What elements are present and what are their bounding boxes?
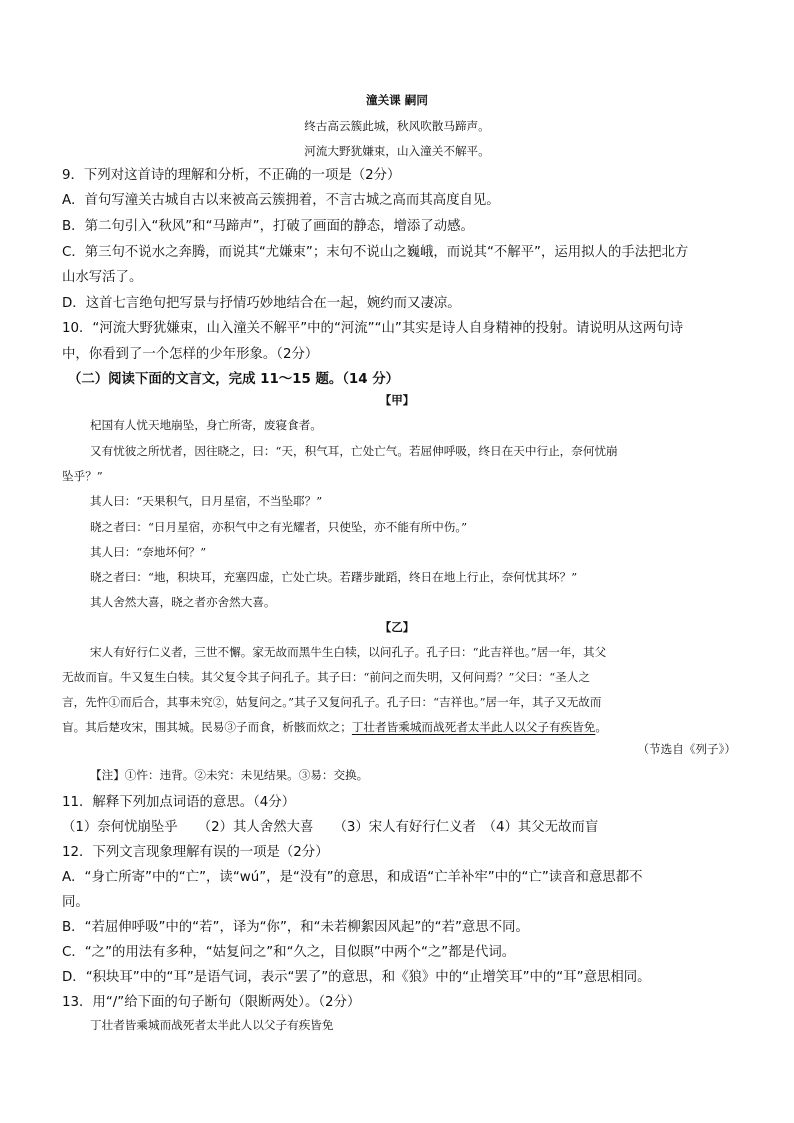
passage-yi-line: 宋人有好行仁义者，三世不懈。家无故而黑牛生白犊，以问孔子。孔子曰：“此吉祥也。”居一年，其父: [90, 645, 607, 659]
passage-yi-text: 盲。其后楚攻宋，围其城。民易③子而食，析骸而炊之；: [62, 720, 352, 734]
passage-jia-paragraph: 杞国有人忧天地崩坠，身亡所寄，废寝食者。: [90, 418, 322, 432]
passage-notes: 【注】①忤：违背。②未究：未见结果。③易：交换。: [90, 768, 369, 782]
section-2-heading: （二）阅读下面的文言文，完成 11～15 题。（14 分）: [68, 372, 399, 387]
passage-jia-paragraph: 其人曰：“奈地坏何？”: [90, 545, 207, 559]
passage-jia-paragraph-cont: 坠乎？”: [62, 469, 103, 483]
question-12-option-d: D．“积块耳”中的“耳”是语气词，表示“罢了”的意思，和《狼》中的“止增笑耳”中的“耳”意思相同。: [62, 970, 651, 985]
passage-jia-paragraph: 晓之者曰：“地，积块耳，充塞四虚，亡处亡块。若躇步跐蹈，终日在地上行止，奈何忧其坏？”: [90, 570, 578, 584]
passage-yi-line: 言，先忤①而后合，其事未究②，姑复问之。”其子又复问孔子。孔子曰：“吉祥也。”居一年，其子又无故而: [62, 695, 602, 709]
underlined-sentence: 丁壮者皆乘城而战死者太半此人以父子有疾皆免: [351, 720, 596, 734]
passage-jia-paragraph: 其人曰：“天果积气，日月星宿，不当坠耶？”: [90, 494, 323, 508]
passage-jia-paragraph: 晓之者曰：“日月星宿，亦积气中之有光耀者，只使坠，亦不能有所中伤。”: [90, 520, 468, 534]
question-12-option-a-cont: 同。: [62, 895, 89, 910]
question-12-option-b: B．“若屈伸呼吸”中的“若”，译为“你”，和“未若柳絮因风起”的“若”意思不同。: [62, 920, 529, 935]
question-13-sentence: 丁壮者皆乘城而战死者太半此人以父子有疾皆免: [90, 1018, 334, 1032]
question-9-option-c: C．第三句不说水之奔腾，而说其“尤嫌束”；末句不说山之巍峨，而说其“不解平”，运用拟人的手法把北方: [62, 245, 689, 260]
question-13-stem: 13．用“/”给下面的句子断句（限断两处）。（2分）: [62, 995, 361, 1010]
question-9-option-b: B．第二句引入“秋风”和“马蹄声”，打破了画面的静态，增添了动感。: [62, 219, 474, 234]
passage-jia-label: 【甲】: [379, 393, 415, 407]
question-12-stem: 12．下列文言现象理解有误的一项是（2分）: [62, 845, 329, 860]
passage-jia-paragraph: 又有忧彼之所忧者，因往晓之，曰：“天，积气耳，亡处亡气。若屈伸呼吸，终日在天中行止，奈何忧崩: [90, 444, 618, 458]
poem-line-2: 河流大野犹嫌束，山入潼关不解平。: [304, 144, 490, 158]
question-10-line-1: 10．“河流大野犹嫌束，山入潼关不解平”中的“河流”“山”其实是诗人自身精神的投射。请说明从这两句诗: [62, 321, 684, 336]
passage-yi-text-end: 。: [595, 720, 607, 734]
question-9-option-c-cont: 山水写活了。: [62, 270, 143, 285]
passage-jia-paragraph: 其人舍然大喜，晓之者亦舍然大喜。: [90, 595, 276, 609]
question-9-option-a: A．首句写潼关古城自古以来被高云簇拥着，不言古城之高而其高度自见。: [62, 193, 500, 208]
question-12-option-c: C．“之”的用法有多种，“姑复问之”和“久之，目似瞑”中两个“之”都是代词。: [62, 945, 516, 960]
passage-yi-label: 【乙】: [379, 620, 415, 634]
poem-title: 潼关课 嗣同: [365, 93, 428, 107]
question-9-stem: 9．下列对这首诗的理解和分析，不正确的一项是（2分）: [62, 168, 401, 183]
question-11-items: （1）奈何忧崩坠乎 （2）其人舍然大喜 （3）宋人有好行仁义者 （4）其父无故而盲: [62, 820, 599, 835]
passage-yi-line: [62, 719, 607, 735]
question-9-option-d: D．这首七言绝句把写景与抒情巧妙地结合在一起，婉约而又凄凉。: [62, 296, 461, 311]
question-12-option-a: A．“身亡所寄”中的“亡”，读“wú”，是“没有”的意思，和成语“亡羊补牢”中的“亡”读音和意思都不: [62, 870, 643, 885]
passage-source: （节选自《列子》）: [637, 742, 736, 756]
poem-line-1: 终古高云簇此城，秋风吹散马蹄声。: [304, 119, 490, 133]
passage-yi-line: 无故而盲。牛又复生白犊。其父复令其子问孔子。其子曰：“前问之而失明，又何问焉？”父曰：“圣人之: [62, 670, 590, 684]
question-11-stem: 11．解释下列加点词语的意思。（4分）: [62, 795, 296, 810]
question-10-line-2: 中，你看到了一个怎样的少年形象。（2分）: [62, 347, 319, 362]
